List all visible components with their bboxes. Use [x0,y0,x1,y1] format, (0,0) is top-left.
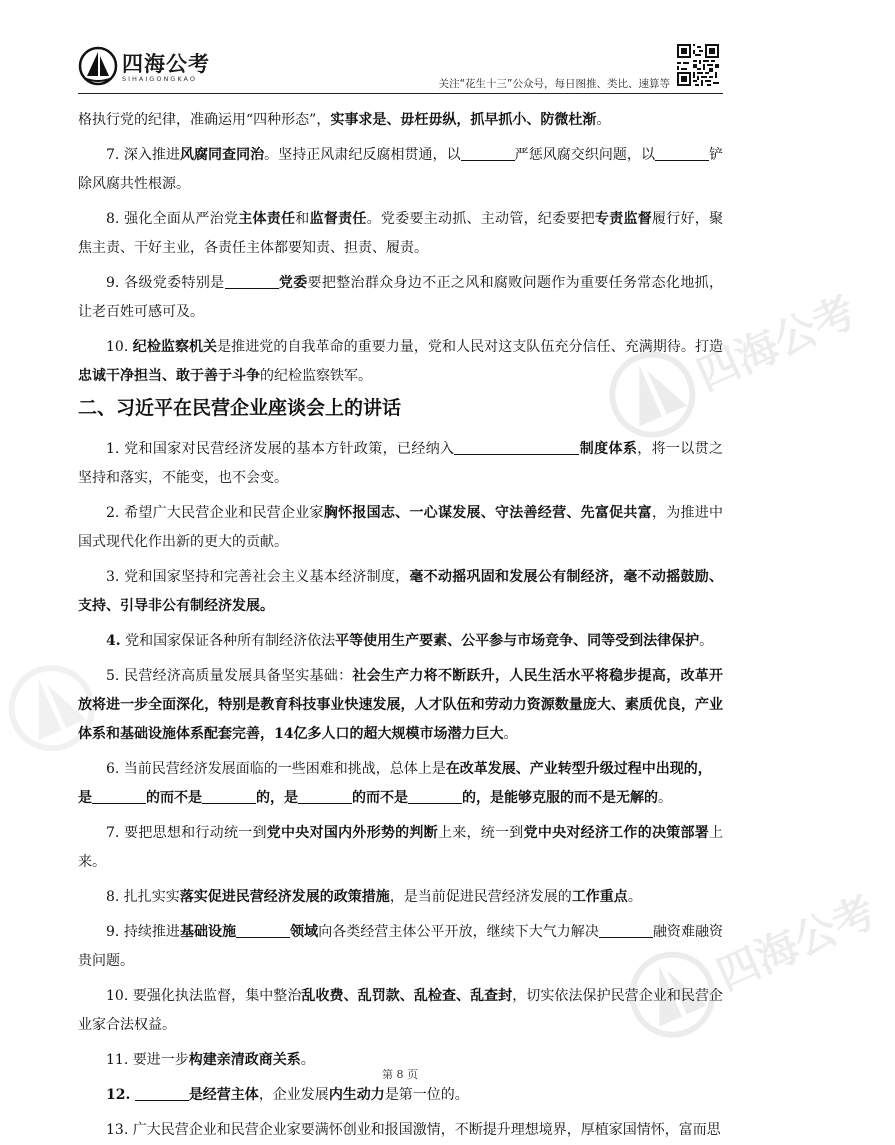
page-header [0,0,800,100]
paragraph: 3. 党和国家坚持和完善社会主义基本经济制度，毫不动摇巩固和发展公有制经济，毫不动摇鼓励、支持、引导非公有制经济发展。 [78,569,723,614]
fill-blank[interactable] [461,146,515,161]
brand-subtitle: SIHAIGONGKAO [122,75,197,83]
paragraph: 8. 强化全面从严治党主体责任和监督责任。党委要主动抓、主动管，纪委要把专责监督履行好，聚焦主责、干好主业，各责任主体都要知责、担责、履责。 [78,211,724,256]
watermark-text: 四海公考 [689,286,863,400]
sailboat-logo-icon [78,46,118,86]
paragraph: 4. 党和国家保证各种所有制经济依法平等使用生产要素、公平参与市场竞争、同等受到法律保护。 [106,633,714,649]
paragraph: 10. 纪检监察机关是推进党的自我革命的重要力量，党和人民对这支队伍充分信任、充满期待。打造忠诚干净担当、敢于善于斗争的纪检监察铁军。 [78,339,724,384]
header-tagline: 关注“花生十三”公众号，每日图推、类比、速算等 [438,78,670,90]
paragraph: 7. 深入推进风腐同查同治。坚持正风肃纪反腐相贯通，以 严惩风腐交织问题，以 铲除风腐共性根源。 [78,147,724,192]
paragraph: 9. 各级党委特别是 党委要把整治群众身边不正之风和腐败问题作为重要任务常态化地抓，让老百姓可感可及。 [78,275,723,320]
paragraph: 格执行党的纪律，准确运用“四种形态”，实事求是、毋枉毋纵，抓早抓小、防微杜渐。 [78,112,611,128]
paragraph: 6. 当前民营经济发展面临的一些困难和挑战，总体上是在改革发展、产业转型升级过程中出现的， 是 的而不是 的，是 的而不是 的，是能够克服的而不是无解的。 [78,761,712,806]
page-number: 第 8 页 [382,1068,418,1081]
paragraph: 10. 要强化执法监督，集中整治乱收费、乱罚款、乱检查、乱查封，切实依法保护民营企业和民营企业家合法权益。 [78,988,724,1033]
brand-name: 四海公考 [122,52,210,76]
paragraph: 2. 希望广大民营企业和民营企业家胸怀报国志、一心谋发展、守法善经营、先富促共富，为推进中国式现代化作出新的更大的贡献。 [78,505,724,550]
fill-blank[interactable] [599,923,653,938]
paragraph: 12. 是经营主体，企业发展内生动力是第一位的。 [106,1087,469,1103]
fill-blank[interactable] [225,274,279,289]
fill-blank[interactable] [92,789,146,804]
paragraph: 7. 要把思想和行动统一到党中央对国内外形势的判断上来，统一到党中央对经济工作的决策部署上来。 [78,825,724,870]
paragraph: 13. 广大民营企业和民营企业家要满怀创业和报国激情，不断提升理想境界，厚植家国情怀，富而思 [106,1122,721,1138]
fill-blank[interactable] [454,440,579,455]
section-heading: 二、习近平在民营企业座谈会上的讲话 [78,397,402,419]
fill-blank[interactable] [236,923,290,938]
header-divider [78,93,723,94]
qr-code-icon [677,44,719,86]
paragraph: 9. 持续推进基础设施 领域向各类经营主体公平开放，继续下大气力解决 融资难融资贵问题。 [78,924,724,969]
brand-logo [78,46,228,92]
paragraph: 11. 要进一步构建亲清政商关系。 [106,1052,315,1068]
fill-blank[interactable] [655,146,709,161]
paragraph: 1. 党和国家对民营经济发展的基本方针政策，已经纳入 制度体系，将一以贯之坚持和落实，不能变，也不会变。 [78,441,724,486]
fill-blank[interactable] [202,789,256,804]
paragraph: 8. 扎扎实实落实促进民营经济发展的政策措施，是当前促进民营经济发展的工作重点。 [106,889,642,905]
paragraph: 5. 民营经济高质量发展具备坚实基础：社会生产力将不断跃升，人民生活水平将稳步提高，改革开放将进一步全面深化，特别是教育科技事业快速发展，人才队伍和劳动力资源数量庞大、素质优良，产业体系和基础设施体系配套完善，14亿多人口的超大规模市场潜力巨大。 [78,668,724,742]
fill-blank[interactable] [135,1086,189,1101]
document-body [78,106,723,1145]
fill-blank[interactable] [298,789,352,804]
watermark-text: 四海公考 [709,886,883,1000]
fill-blank[interactable] [408,789,462,804]
